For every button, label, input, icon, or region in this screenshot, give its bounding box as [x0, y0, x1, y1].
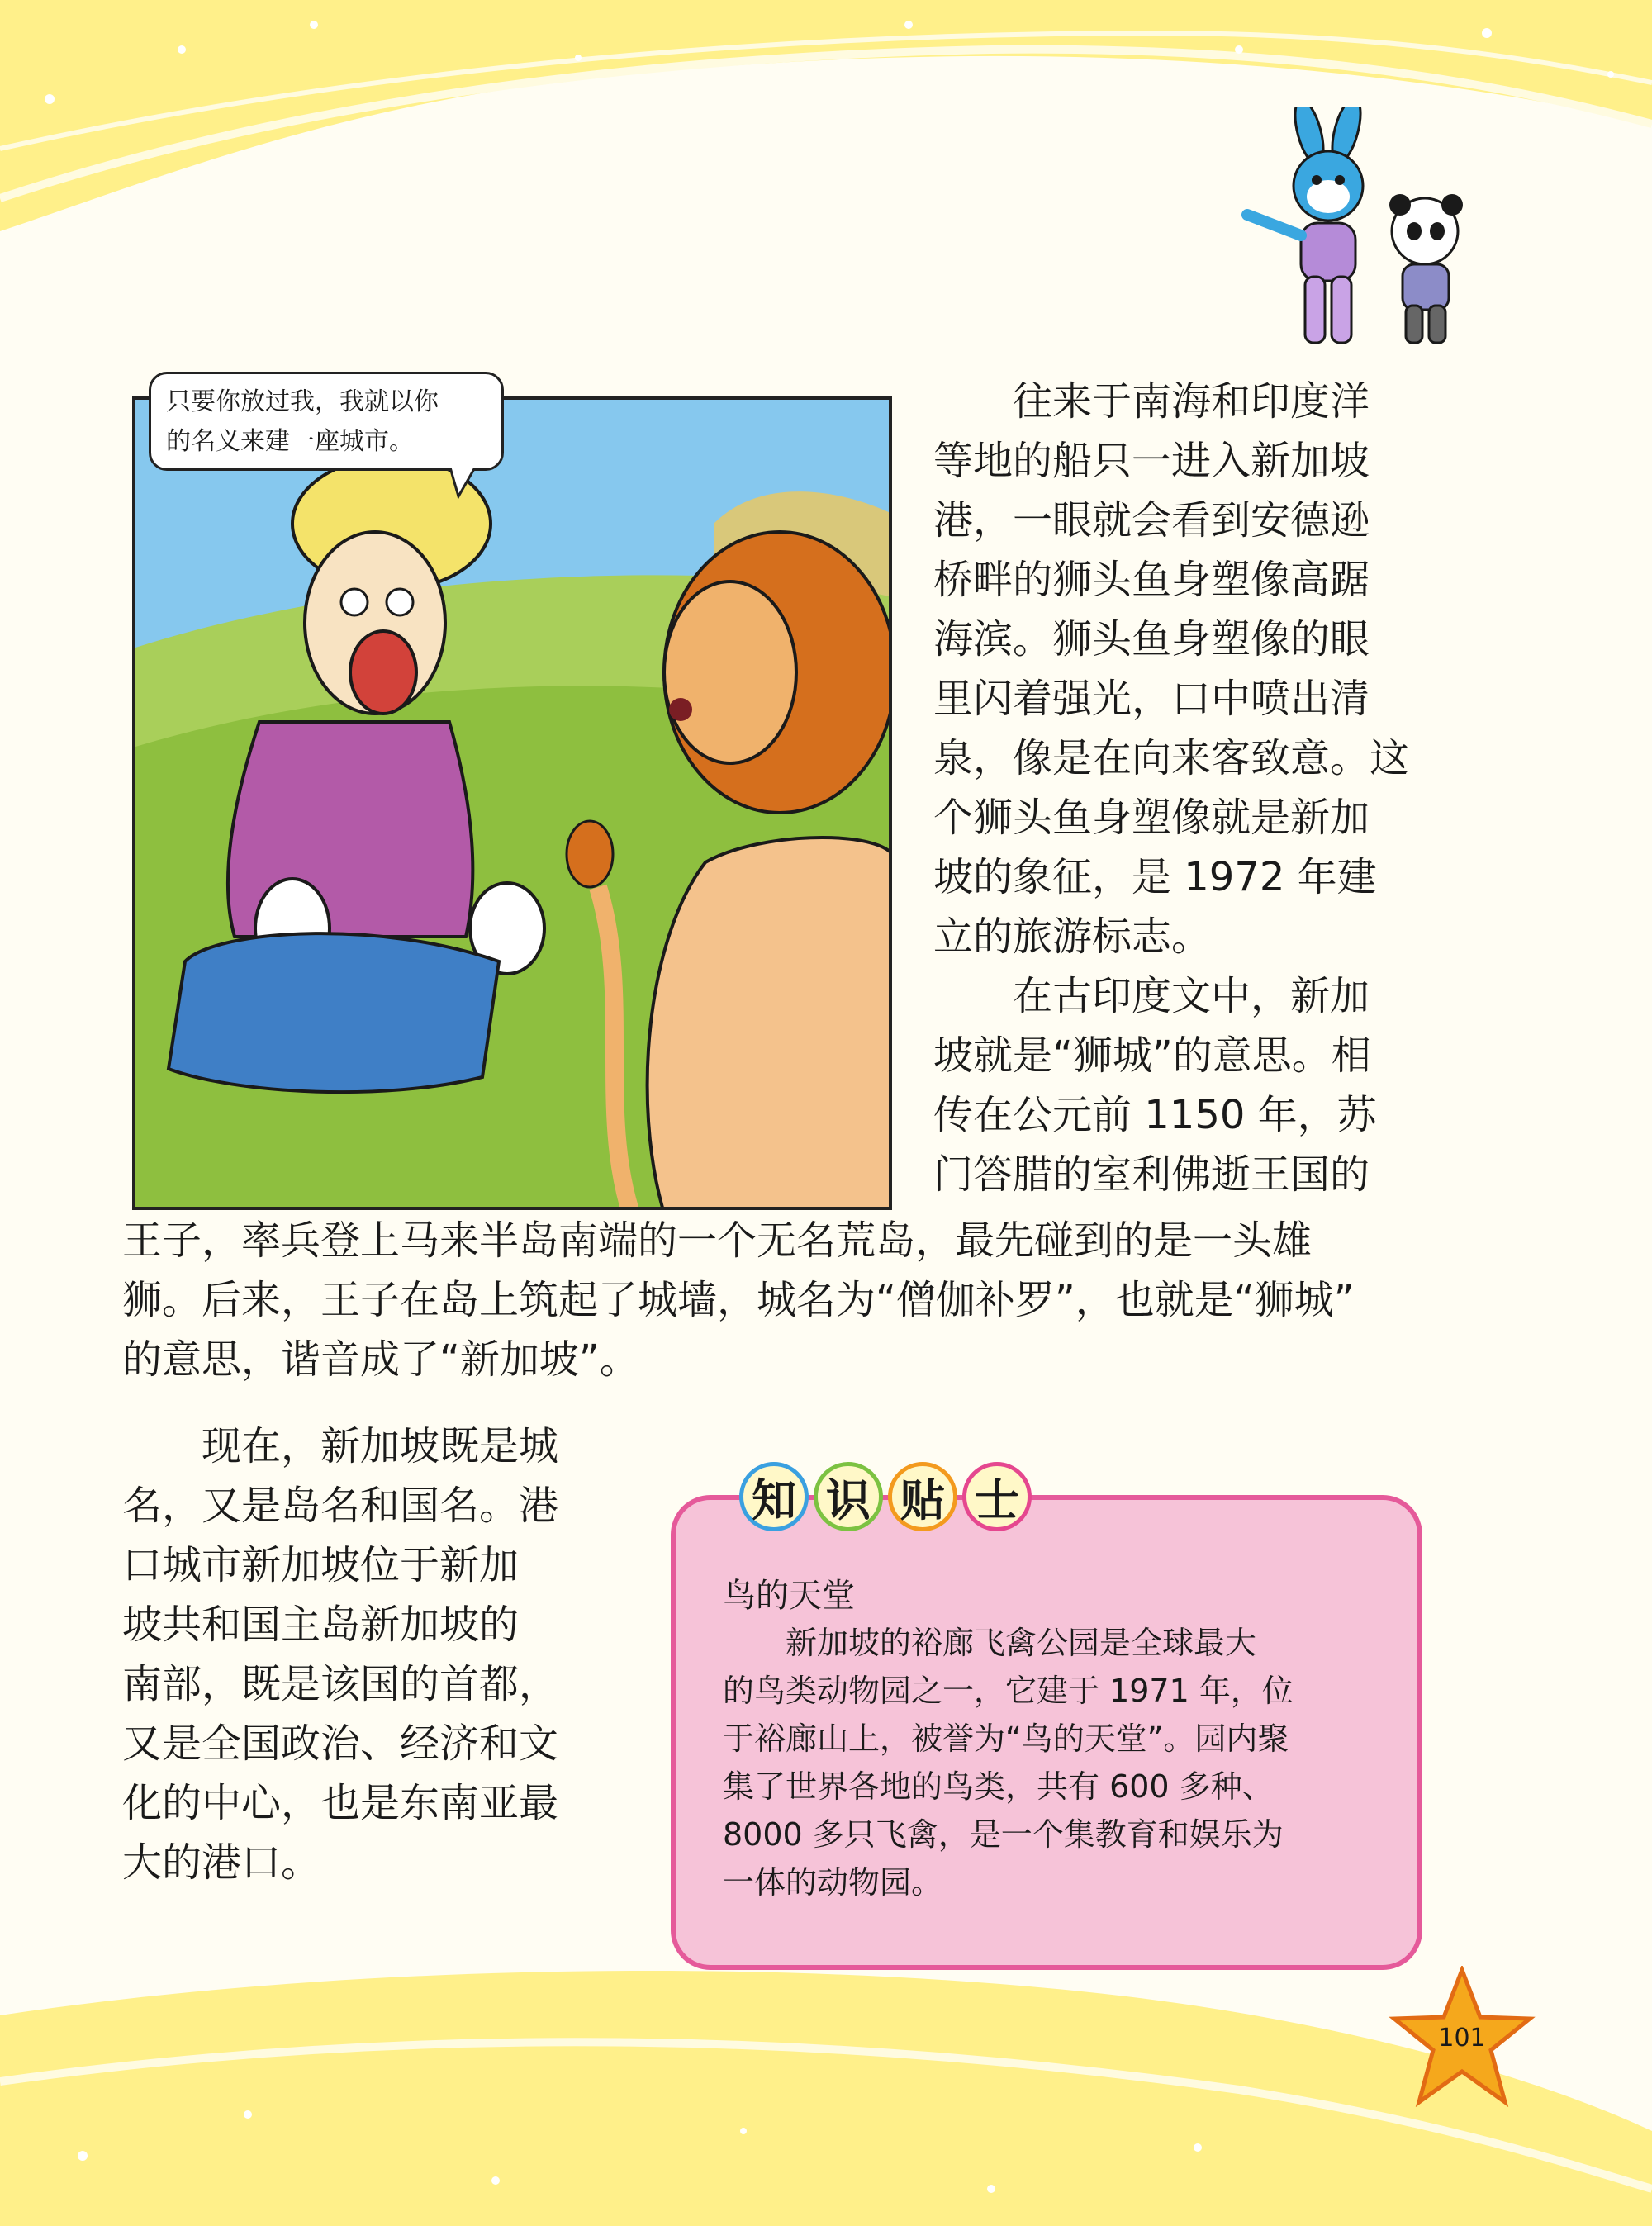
- text-line: 等地的船只一进入新加坡: [933, 438, 1370, 484]
- text-line: 桥畔的狮头鱼身塑像高踞: [933, 557, 1370, 603]
- paragraph-prince-story: [122, 1211, 1427, 1389]
- text-line: 王子，率兵登上马来半岛南端的一个无名荒岛，最先碰到的是一头雄: [122, 1217, 1313, 1264]
- speech-bubble: [149, 372, 504, 471]
- speech-line: 的名义来建一座城市。: [166, 427, 414, 456]
- text-line: 往来于南海和印度洋: [1013, 378, 1370, 425]
- mascot-characters: [1231, 107, 1503, 355]
- text-line: 里闪着强光，口中喷出清: [933, 676, 1370, 722]
- paragraph-lion-city: [933, 966, 1429, 1204]
- tip-line: 新加坡的裕廊飞禽公园是全球最大: [786, 1625, 1257, 1661]
- text-line: 的意思，谐音成了“新加坡”。: [122, 1336, 639, 1383]
- knowledge-tip-header: [739, 1462, 1037, 1536]
- tip-line: 集了世界各地的鸟类，共有 600 多种、: [723, 1768, 1274, 1805]
- text-line: 海滨。狮头鱼身塑像的眼: [933, 616, 1370, 662]
- speech-bubble-tail: [450, 468, 483, 501]
- text-line: 大的港口。: [122, 1839, 321, 1886]
- text-line: 传在公元前 1150 年，苏: [933, 1092, 1377, 1138]
- tip-header-char: 士: [962, 1462, 1032, 1531]
- text-line: 在古印度文中，新加: [1013, 973, 1370, 1019]
- tip-line: 一体的动物园。: [723, 1864, 943, 1901]
- comic-illustration: [132, 396, 892, 1210]
- paragraph-lion-statue: [933, 372, 1429, 966]
- text-line: 又是全国政治、经济和文: [122, 1721, 559, 1767]
- comic-scene: [135, 400, 892, 1210]
- text-line: 坡的象征，是 1972 年建: [933, 854, 1377, 900]
- text-line: 门答腊的室利佛逝王国的: [933, 1151, 1370, 1198]
- text-line: 个狮头鱼身塑像就是新加: [933, 795, 1370, 841]
- rabbit-mascot: [1247, 107, 1366, 343]
- tip-line: 8000 多只飞禽，是一个集教育和娱乐为: [723, 1816, 1284, 1853]
- paragraph-singapore-today: [122, 1417, 618, 1892]
- text-line: 名，又是岛名和国名。港: [122, 1483, 559, 1529]
- speech-line: 只要你放过我，我就以你: [166, 387, 439, 416]
- tip-body: [723, 1619, 1384, 1906]
- text-line: 坡共和国主岛新加坡的: [122, 1602, 520, 1648]
- tip-line: 于裕廊山上，被誉为“鸟的天堂”。园内聚: [723, 1721, 1289, 1757]
- text-line: 口城市新加坡位于新加: [122, 1542, 520, 1588]
- text-line: 化的中心，也是东南亚最: [122, 1780, 559, 1826]
- tip-line: 的鸟类动物园之一，它建于 1971 年，位: [723, 1673, 1294, 1709]
- text-line: 立的旅游标志。: [933, 914, 1212, 960]
- text-line: 坡就是“狮城”的意思。相: [933, 1032, 1371, 1079]
- text-line: 港，一眼就会看到安德逊: [933, 497, 1370, 543]
- tip-header-char: 识: [814, 1462, 883, 1531]
- tip-header-char: 知: [739, 1462, 809, 1531]
- tip-title: 鸟的天堂: [723, 1577, 855, 1615]
- text-line: 泉，像是在向来客致意。这: [933, 735, 1410, 781]
- tip-header-char: 贴: [888, 1462, 957, 1531]
- text-line: 狮。后来，王子在岛上筑起了城墙，城名为“僧伽补罗”，也就是“狮城”: [122, 1277, 1355, 1323]
- text-line: 现在，新加坡既是城: [202, 1423, 559, 1469]
- page-number: 101: [1438, 2024, 1486, 2053]
- text-line: 南部，既是该国的首都，: [122, 1661, 559, 1707]
- panda-mascot: [1389, 194, 1463, 343]
